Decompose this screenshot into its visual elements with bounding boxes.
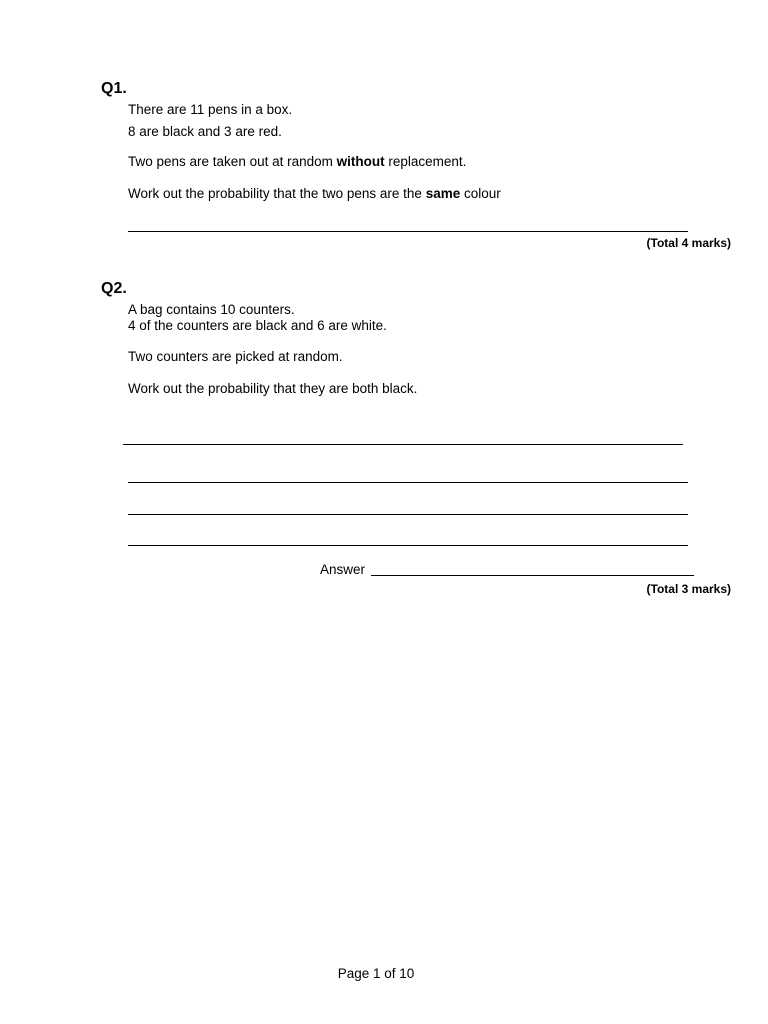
q2-answer-label: Answer <box>320 562 366 577</box>
question-2-number: Q2. <box>101 280 127 297</box>
q2-statement-line-4: Work out the probability that they are both black. <box>128 381 418 396</box>
q2-statement-line-2: 4 of the counters are black and 6 are white. <box>128 318 387 333</box>
q1-statement-line-2: 8 are black and 3 are red. <box>128 124 282 139</box>
q1-total-marks: (Total 4 marks) <box>646 236 731 250</box>
q1-line-3-start: Two pens are taken out at random <box>128 154 337 169</box>
q1-line-4-start: Work out the probability that the two pens are the <box>128 186 426 201</box>
q2-statement-line-3: Two counters are picked at random. <box>128 349 343 364</box>
q2-working-line-3[interactable] <box>128 514 688 515</box>
q1-statement-line-4 <box>128 186 501 202</box>
q1-answer-line[interactable] <box>128 231 688 232</box>
q2-total-marks: (Total 3 marks) <box>646 582 731 596</box>
q1-line-3-emphasis: without <box>336 154 385 169</box>
q1-line-4-emphasis: same <box>425 186 461 201</box>
q1-statement-line-3 <box>128 154 466 170</box>
q2-working-line-1[interactable] <box>123 444 683 445</box>
page-number: Page 1 of 10 <box>337 966 415 981</box>
q2-statement-line-1: A bag contains 10 counters. <box>128 302 295 317</box>
q1-line-4-end: colour <box>460 186 501 201</box>
q2-answer-line[interactable] <box>371 575 694 576</box>
q1-statement-line-1: There are 11 pens in a box. <box>128 102 293 117</box>
q2-working-line-2[interactable] <box>128 482 688 483</box>
q1-line-3-end: replacement. <box>384 154 467 169</box>
question-1-number: Q1. <box>101 80 127 97</box>
q2-working-line-4[interactable] <box>128 545 688 546</box>
